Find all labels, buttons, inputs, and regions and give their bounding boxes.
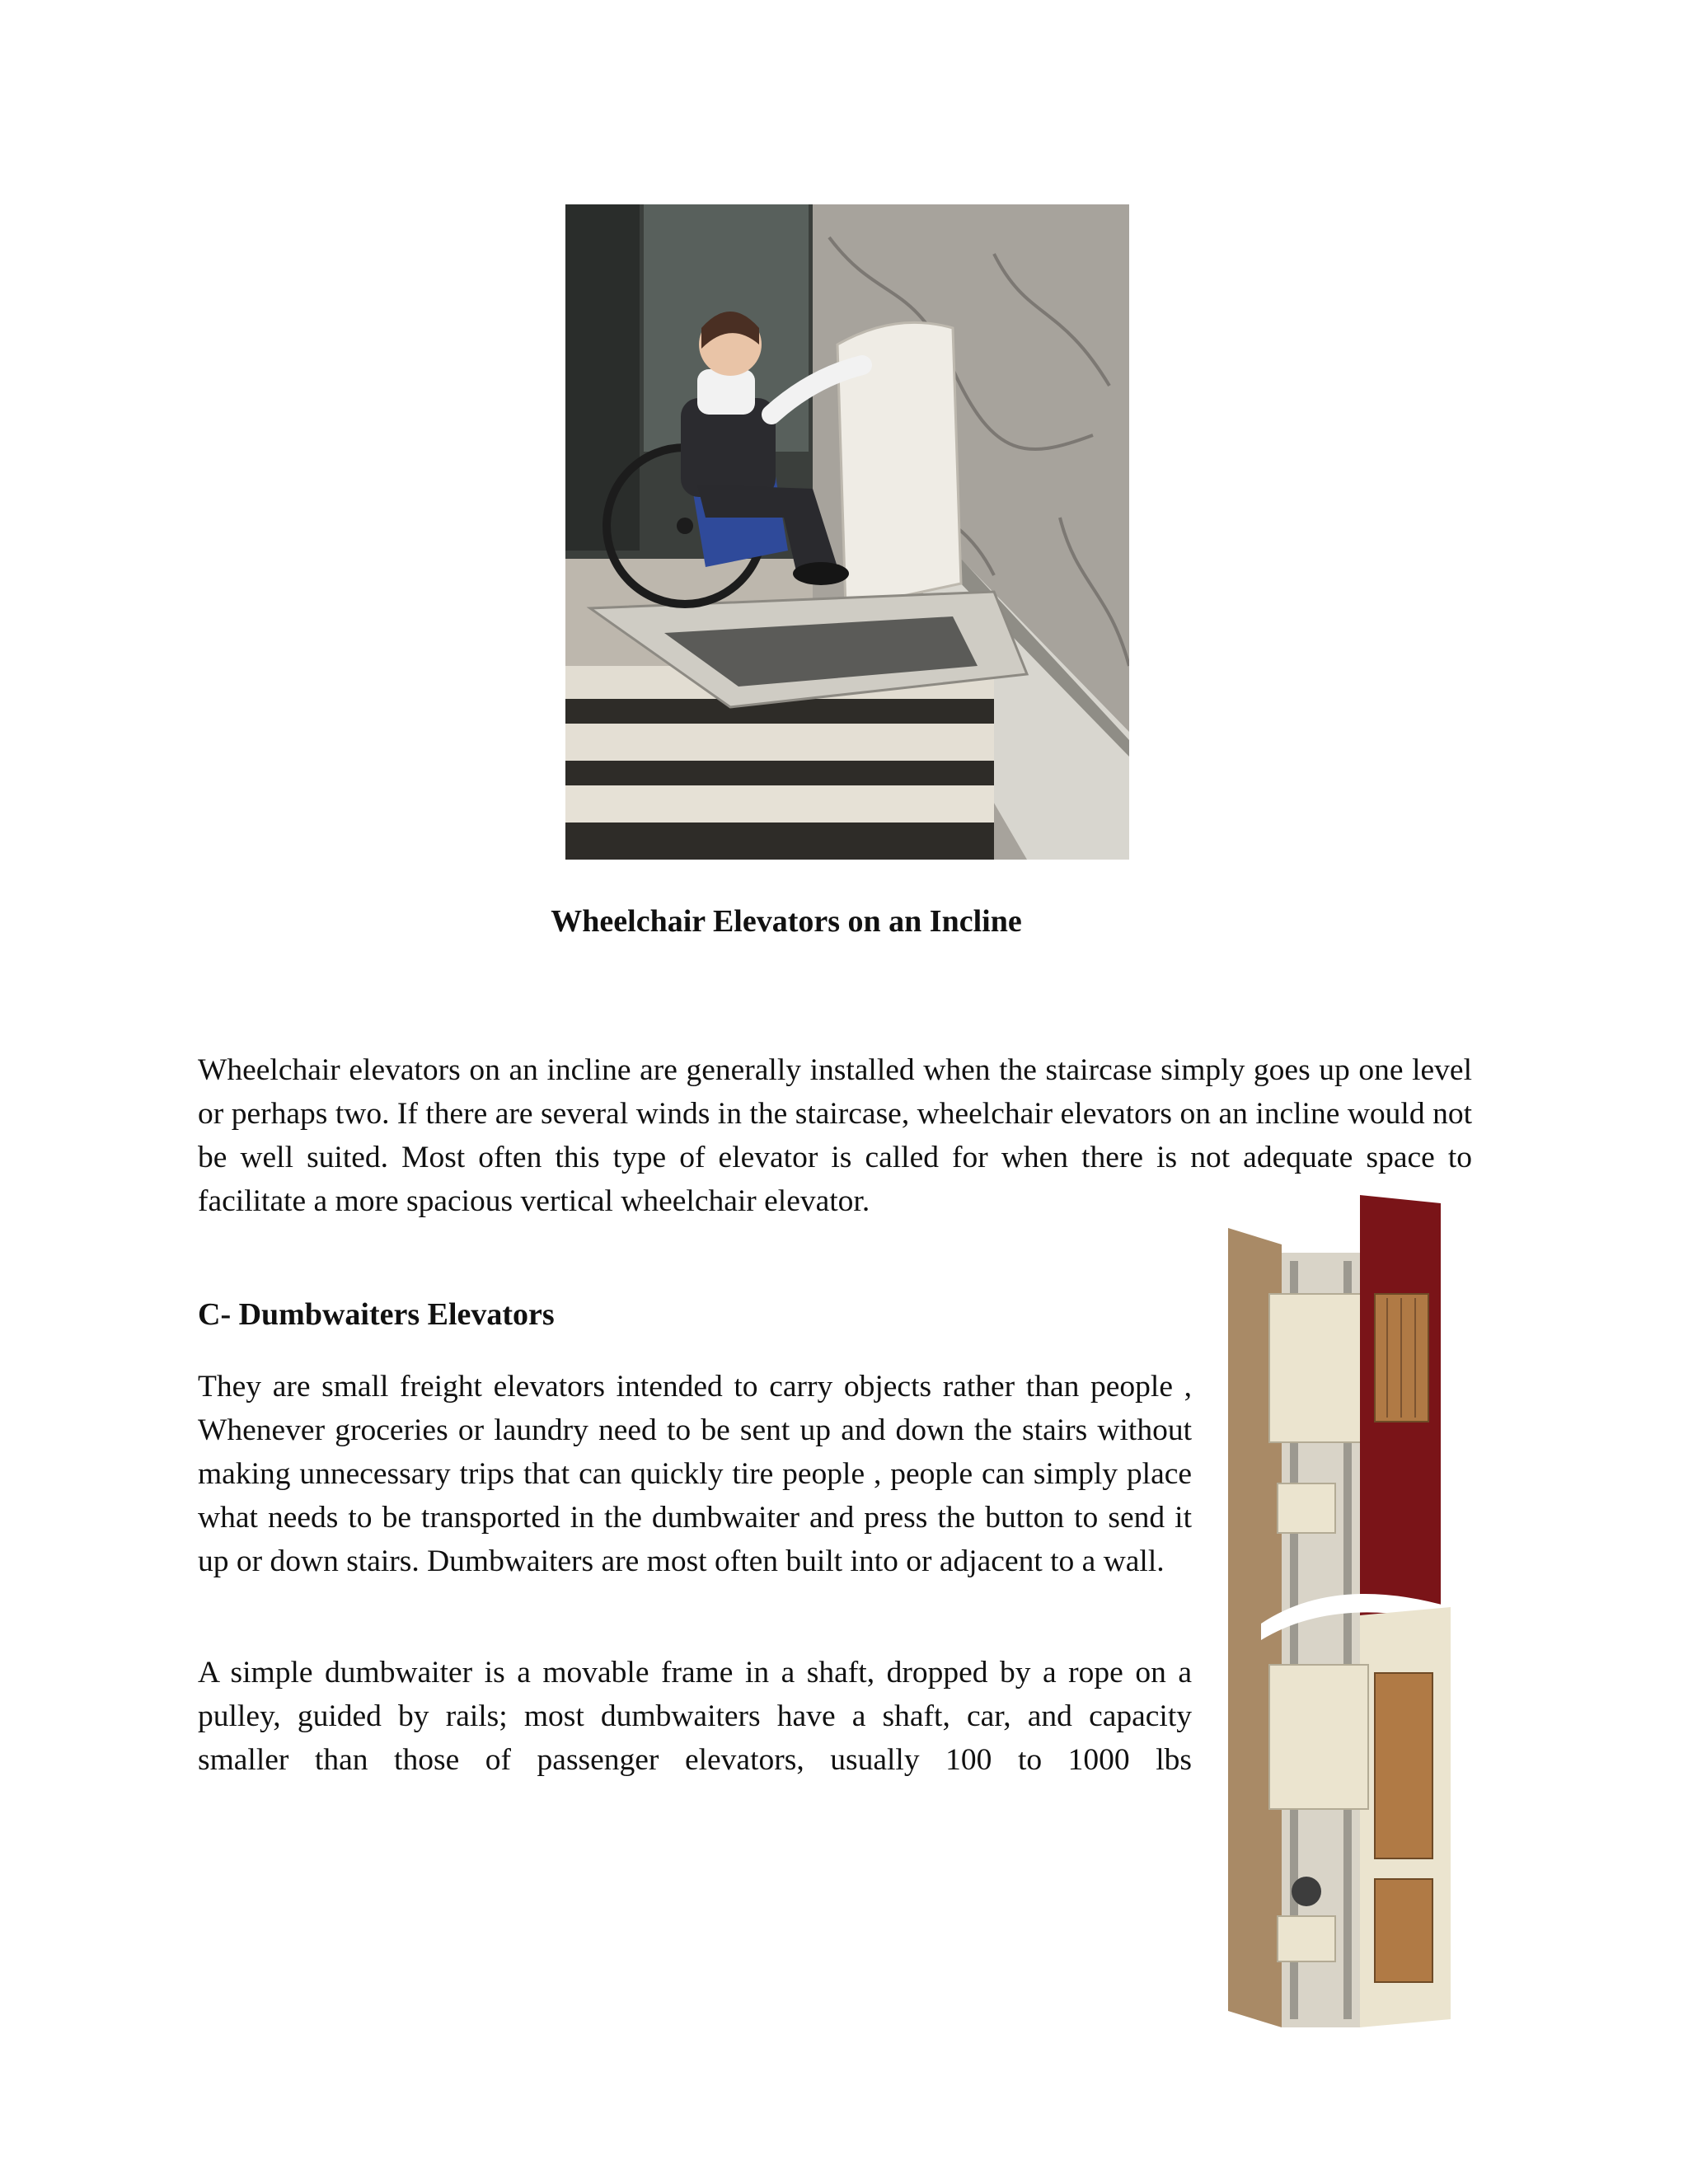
stair-riser <box>565 823 994 860</box>
wheel-hub <box>677 518 693 534</box>
person-shoe <box>793 562 849 585</box>
stair-step <box>565 724 994 761</box>
paragraph-dumbwaiter-intro: They are small freight elevators intended to carry objects rather than people , Whenever groceries or laundry need to be sent up and down the stairs without making unnecessary trips that can quickly tire people , people can simply place what needs to be transported in the dumbwaiter and press the button to send it up or down stairs. Dumbwaiters are most often built into or adjacent to a wall. <box>198 1370 1192 1578</box>
motor-icon <box>1292 1877 1321 1906</box>
section-heading: C- Dumbwaiters Elevators <box>198 1297 555 1332</box>
paragraph-incline: Wheelchair elevators on an incline are generally installed when the staircase simply goes up one level or perhaps two. If there are several winds in the staircase, wheelchair elevators on an incline would not be well suited. Most often this type of elevator is called for when there is not adequate space to facilitate a more spacious vertical wheelchair elevator. <box>198 1053 1472 1218</box>
lower-car <box>1278 1916 1335 1961</box>
person-collar <box>697 369 755 415</box>
dumbwaiter-car <box>1278 1483 1335 1533</box>
red-wall-panel <box>1360 1195 1441 1652</box>
wheelchair-incline-photo <box>565 204 1129 860</box>
upper-car-panel <box>1269 1294 1368 1442</box>
figure-caption: Wheelchair Elevators on an Incline <box>551 904 1022 939</box>
paragraph-dumbwaiter-simple: A simple dumbwaiter is a movable frame in a shaft, dropped by a rope on a pulley, guided by rails; most dumbwaiters have a shaft, car, and capacity smaller than those of passenger elevators, usually 100 to 1000 lbs <box>198 1656 1192 1777</box>
door-frame <box>565 204 640 551</box>
stair-riser <box>565 761 994 785</box>
wheelchair-incline-lift-illustration <box>565 204 1129 860</box>
dumbwaiter-cutaway-illustration <box>1212 1195 1459 2044</box>
lower-wood-door <box>1375 1673 1432 1858</box>
lower-car-panel <box>1269 1665 1368 1809</box>
lower-wood-panel <box>1375 1879 1432 1982</box>
stair-step <box>565 785 994 823</box>
dumbwaiter-photo <box>1212 1195 1459 2044</box>
